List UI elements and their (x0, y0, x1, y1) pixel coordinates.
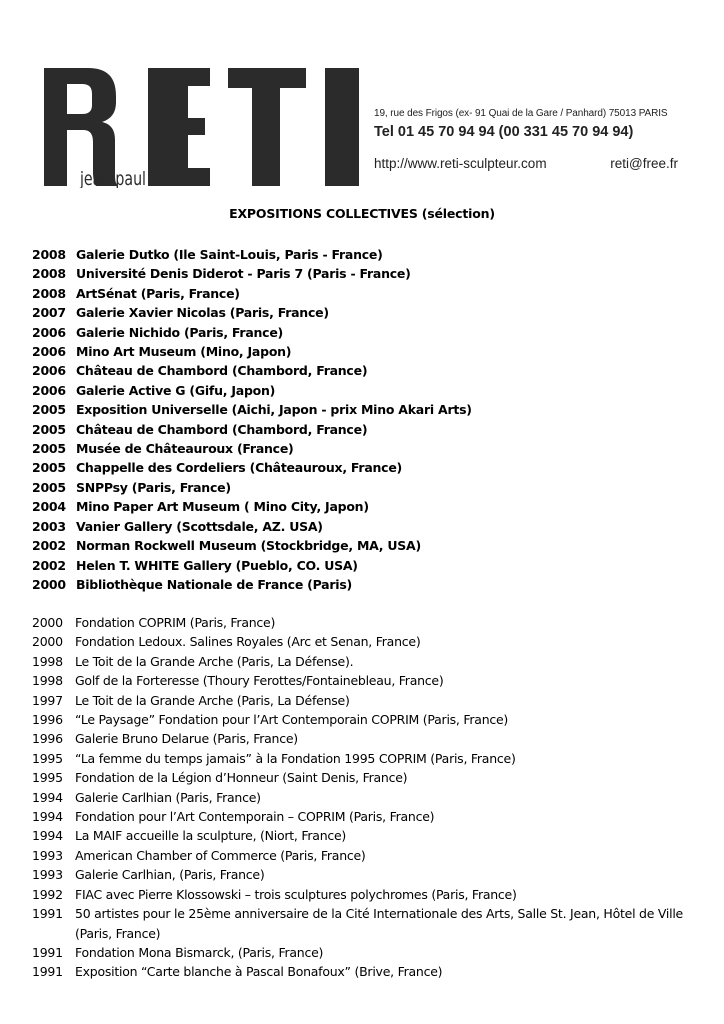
exhibition-row (32, 536, 692, 555)
section-title: EXPOSITIONS COLLECTIVES (sélection) (229, 206, 495, 221)
exhibition-row (32, 284, 692, 303)
exhibition-row (32, 846, 692, 865)
exhibition-row (32, 517, 692, 536)
exhibition-text: Musée de Châteauroux (France) (76, 441, 294, 457)
exhibition-text: Galerie Xavier Nicolas (Paris, France) (76, 305, 329, 321)
contact-block (374, 108, 678, 174)
exhibition-text: Bibliothèque Nationale de France (Paris) (76, 576, 352, 592)
logo-letter-i (325, 68, 359, 186)
exhibition-row (32, 245, 692, 264)
exhibition-row (32, 788, 692, 807)
exhibition-row (32, 962, 692, 981)
exhibition-year: 2005 (32, 402, 66, 418)
exhibition-year: 1991 (32, 906, 63, 922)
exhibition-year: 2004 (32, 499, 66, 515)
exhibition-text: Fondation Mona Bismarck, (Paris, France) (75, 944, 324, 960)
exhibition-year: 2006 (32, 382, 66, 398)
exhibition-row (32, 671, 692, 690)
web-line (374, 156, 678, 174)
exhibition-year: 2007 (32, 305, 66, 321)
exhibition-text: Le Toit de la Grande Arche (Paris, La Défense). (75, 653, 354, 669)
exhibition-text: Vanier Gallery (Scottsdale, AZ. USA) (76, 518, 323, 534)
exhibition-year: 1996 (32, 731, 63, 747)
exhibition-text: Chappelle des Cordeliers (Châteauroux, France) (76, 460, 403, 476)
logo-first-name: jean-paul (79, 168, 146, 188)
exhibition-text: Mino Paper Art Museum ( Mino City, Japon) (76, 499, 369, 515)
exhibition-text: Exposition Universelle (Aichi, Japon - prix Mino Akari Arts) (76, 402, 472, 418)
exhibition-text: Fondation pour l’Art Contemporain – COPRIM (Paris, France) (75, 809, 435, 825)
exhibition-year: 2005 (32, 421, 66, 437)
exhibition-row (32, 556, 692, 575)
exhibition-year: 1992 (32, 886, 63, 902)
exhibition-text: Golf de la Forteresse (Thoury Ferottes/Fontainebleau, France) (75, 673, 444, 689)
reti-logo (44, 68, 362, 188)
exhibition-year: 1998 (32, 653, 63, 669)
exhibition-year: 1993 (32, 847, 63, 863)
logo-letter-e (148, 68, 210, 186)
exhibition-text: La MAIF accueille la sculpture, (Niort, France) (75, 828, 347, 844)
exhibition-year: 1994 (32, 789, 63, 805)
exhibition-row (32, 613, 692, 632)
exhibition-row (32, 904, 692, 943)
exhibitions-list (32, 613, 692, 982)
exhibition-row (32, 323, 692, 342)
exhibition-text: “Le Paysage” Fondation pour l’Art Contemporain COPRIM (Paris, France) (75, 712, 509, 728)
exhibition-year: 1995 (32, 770, 63, 786)
exhibition-text: Fondation de la Légion d’Honneur (Saint Denis, France) (75, 770, 408, 786)
exhibition-row (32, 632, 692, 651)
exhibition-row (32, 807, 692, 826)
exhibition-year: 2005 (32, 460, 66, 476)
exhibition-year: 1994 (32, 828, 63, 844)
exhibition-text: Exposition “Carte blanche à Pascal Bonafoux” (Brive, France) (75, 964, 443, 980)
exhibition-year: 1996 (32, 712, 63, 728)
exhibition-row (32, 458, 692, 477)
exhibition-row (32, 342, 692, 361)
exhibition-text: Université Denis Diderot - Paris 7 (Paris - France) (76, 266, 411, 282)
exhibition-text: Château de Chambord (Chambord, France) (76, 421, 368, 437)
exhibition-row (32, 303, 692, 322)
exhibition-text: Galerie Active G (Gifu, Japon) (76, 382, 276, 398)
exhibition-text: Mino Art Museum (Mino, Japon) (76, 344, 292, 360)
exhibition-year: 1993 (32, 867, 63, 883)
exhibition-text: Fondation Ledoux. Salines Royales (Arc et Senan, France) (75, 634, 421, 650)
exhibition-row (32, 400, 692, 419)
exhibition-row (32, 943, 692, 962)
exhibition-row (32, 478, 692, 497)
exhibition-text: Fondation COPRIM (Paris, France) (75, 615, 276, 630)
exhibition-year: 1991 (32, 964, 63, 980)
exhibition-year: 1991 (32, 944, 63, 960)
exhibition-year: 2002 (32, 557, 66, 573)
exhibition-row (32, 361, 692, 380)
exhibition-row (32, 749, 692, 768)
exhibition-row (32, 885, 692, 904)
exhibition-year: 1997 (32, 692, 63, 708)
exhibition-text: Galerie Dutko (Ile Saint-Louis, Paris - France) (76, 247, 383, 262)
exhibition-text: American Chamber of Commerce (Paris, France) (75, 847, 366, 863)
exhibition-row (32, 729, 692, 748)
exhibition-text: Le Toit de la Grande Arche (Paris, La Défense) (75, 692, 350, 708)
exhibition-row (32, 420, 692, 439)
exhibition-row (32, 575, 692, 594)
exhibition-row (32, 691, 692, 710)
exhibition-year: 2000 (32, 615, 63, 630)
exhibition-year: 2005 (32, 479, 66, 495)
exhibition-text: “La femme du temps jamais” à la Fondation 1995 COPRIM (Paris, France) (75, 750, 516, 766)
exhibition-year: 2006 (32, 363, 66, 379)
exhibition-row (32, 652, 692, 671)
email-link[interactable]: reti@free.fr (610, 156, 678, 171)
exhibition-row (32, 768, 692, 787)
website-link[interactable]: http://www.reti-sculpteur.com (374, 156, 547, 171)
exhibition-year: 2008 (32, 285, 66, 301)
exhibition-text: Helen T. WHITE Gallery (Pueblo, CO. USA) (76, 557, 358, 573)
exhibition-year: 2005 (32, 441, 66, 457)
exhibition-year: 1994 (32, 809, 63, 825)
exhibition-text: 50 artistes pour le 25ème anniversaire de la Cité Internationale des Arts, Salle St. Jean, Hôtel de Ville (Paris, France) (75, 906, 683, 941)
exhibition-row (32, 381, 692, 400)
exhibition-year: 2002 (32, 538, 66, 554)
exhibition-row (32, 497, 692, 516)
exhibition-year: 2000 (32, 576, 66, 592)
exhibition-text: SNPPsy (Paris, France) (76, 479, 231, 495)
exhibition-row (32, 264, 692, 283)
exhibition-year: 2006 (32, 344, 66, 360)
exhibition-row (32, 439, 692, 458)
reti-logo-graphic (44, 68, 362, 188)
exhibition-text: Galerie Carlhian, (Paris, France) (75, 867, 265, 883)
exhibition-text: ArtSénat (Paris, France) (76, 285, 240, 301)
logo-letter-t (228, 68, 306, 186)
exhibition-text: Château de Chambord (Chambord, France) (76, 363, 368, 379)
exhibition-text: Galerie Bruno Delarue (Paris, France) (75, 731, 298, 747)
exhibition-year: 2006 (32, 324, 66, 340)
exhibition-row (32, 865, 692, 884)
address: 19, rue des Frigos (ex- 91 Quai de la Gare / Panhard) 75013 PARIS (374, 108, 668, 119)
exhibition-year: 2003 (32, 518, 66, 534)
exhibition-year: 1998 (32, 673, 63, 689)
exhibition-text: FIAC avec Pierre Klossowski – trois sculptures polychromes (Paris, France) (75, 886, 517, 902)
phone: Tel 01 45 70 94 94 (00 331 45 70 94 94) (374, 124, 634, 140)
exhibition-text: Galerie Nichido (Paris, France) (76, 324, 284, 340)
exhibition-year: 2008 (32, 266, 66, 282)
exhibition-year: 1995 (32, 750, 63, 766)
exhibition-year: 2008 (32, 247, 66, 262)
exhibition-text: Norman Rockwell Museum (Stockbridge, MA, USA) (76, 538, 421, 554)
exhibition-year: 2000 (32, 634, 63, 650)
exhibition-row (32, 826, 692, 845)
exhibition-row (32, 710, 692, 729)
exhibition-text: Galerie Carlhian (Paris, France) (75, 789, 261, 805)
featured-exhibitions-list (32, 245, 692, 594)
